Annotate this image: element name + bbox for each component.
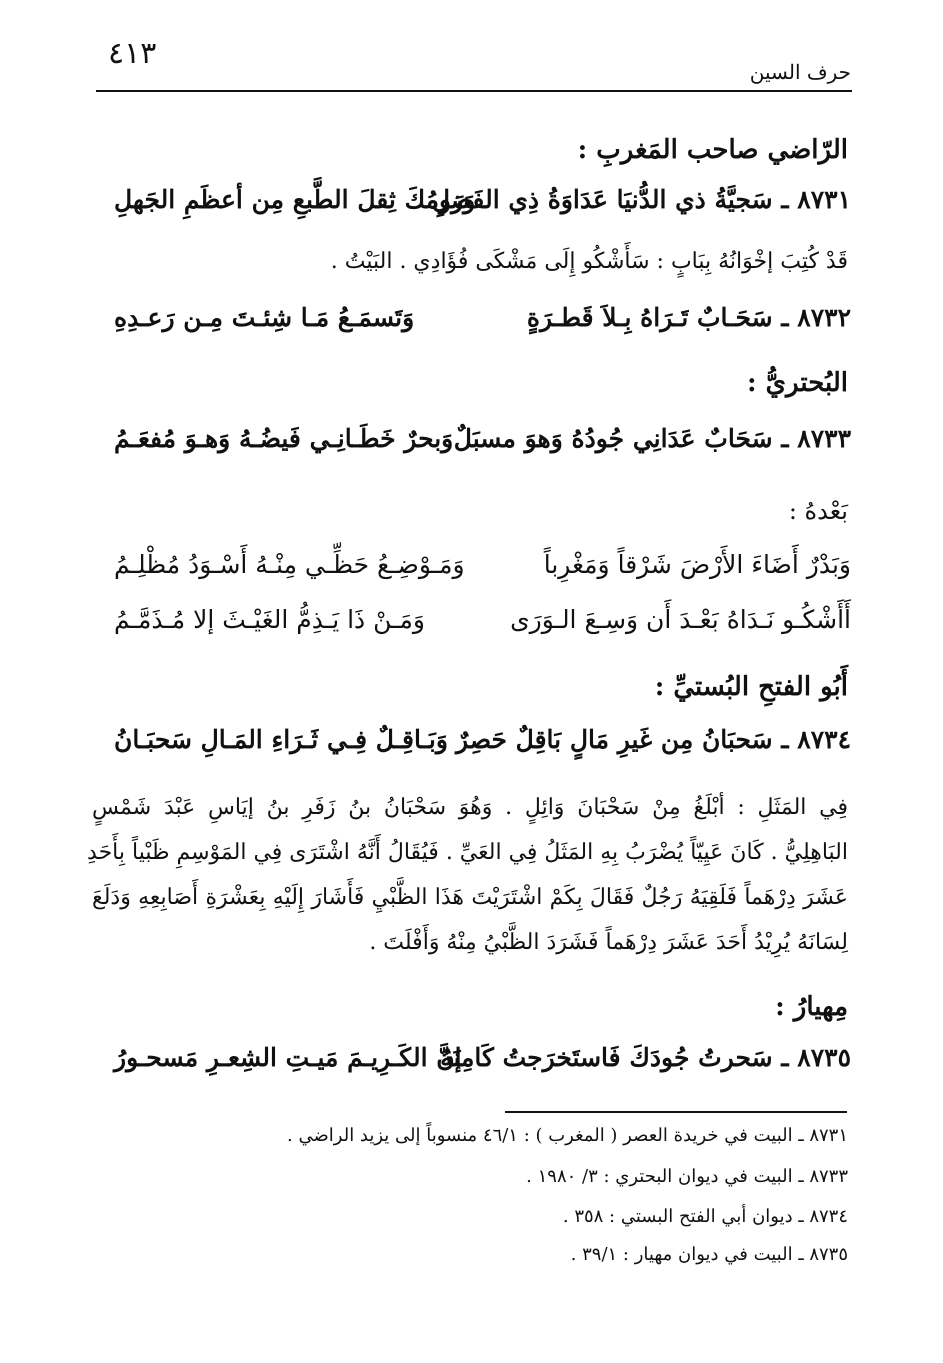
first-hemistich: ٨٧٣٤ ـ سَحبَانُ مِن غَيرِ مَالٍ بَاقِلٌ حَصِرٌ	[456, 725, 851, 754]
paragraph-line: البَاهِلِيُّ . كَانَ عَيِيّاً يُضْرَبُ بِهِ المَثَلُ فِي العَيِّ . فَيُقَالُ أَنَّهُ اشْتَرَى فِي المَوْسِمِ ظَبْياً بِأَحَدِ	[87, 840, 848, 865]
footnote-8733: ٨٧٣٣ ـ البيت في ديوان البحتري : ٣/ ١٩٨٠ .	[526, 1166, 848, 1187]
first-hemistich: ٨٧٣٢ ـ سَحَـابٌ تَـرَاهُ بِـلاَ قَطـرَةٍ	[526, 303, 851, 332]
commentary-paragraph	[87, 785, 848, 965]
attribution-al-radi: الرّاضي صاحب المَغربِ :	[577, 135, 848, 165]
second-hemistich: إنَّ الكَـرِيـمَ مَيـتِ الشِعـرِ مَسحـورُ	[114, 1043, 462, 1072]
first-hemistich: ٨٧٣١ ـ سَجيَّةُ ذي الدُّنيَا عَدَاوَةُ ذِي الفَضلِ	[431, 185, 851, 214]
verse-8733	[96, 424, 851, 474]
page-number: ٤١٣	[108, 36, 157, 71]
attribution-after-it: بَعْدهُ :	[788, 497, 848, 525]
second-hemistich: وَمَـنْ ذَا يَـذِمُّ الغَيْـثَ إلا مُـذَمَّـمُ	[114, 605, 425, 634]
second-hemistich: وَبَـاقِـلٌ فِـي ثَـرَاءِ المَـالِ سَحبَـانُ	[114, 725, 448, 754]
running-head: حرف السين	[749, 60, 851, 84]
attribution-abu-al-fath: أَبُو الفتحِ البُستيِّ :	[654, 672, 848, 702]
attribution-al-buhturi: البُحتريُّ :	[747, 368, 848, 398]
footnote-8734: ٨٧٣٤ ـ ديوان أبي الفتح البستي : ٣٥٨ .	[562, 1206, 848, 1227]
first-hemistich: ٨٧٣٥ ـ سَحرتُ جُودَكَ فَاستَخرَجتُ كَامِنَهُ	[440, 1043, 851, 1072]
verse-8734	[96, 725, 851, 775]
verse-8735	[96, 1043, 851, 1093]
second-hemistich: وَمَـوْضِـعُ حَظِّـي مِنْـهُ أَسْـوَدُ مُظْلِـمُ	[114, 550, 465, 579]
second-hemistich: وَتَسمَـعُ مَـا شِئـتَ مِـن رَعـدِهِ	[114, 303, 415, 332]
first-hemistich: وَبَدْرٌ أَضَاءَ الأَرْضَ شَرْقاً وَمَغْرِباً	[543, 550, 851, 579]
footnote-8735: ٨٧٣٥ ـ البيت في ديوان مهيار : ٣٩/١ .	[570, 1244, 848, 1265]
prose-note: قَدْ كُتِبَ إخْوَانُهُ بِبَابٍ : سَأَشْكُو إِلَى مَشْكَى فُؤَادِي . البَيْتُ .	[330, 249, 848, 274]
paragraph-line: لِسَانَهُ يُرِيْدُ أَحَدَ عَشَرَ دِرْهَماً فَشَرَدَ الظَّبْيُ مِنْهُ وَأَفْلَتَ .	[369, 930, 848, 955]
paragraph-line: عَشَرَ دِرْهَماً فَلَقِيَهُ رَجُلٌ فَقَالَ بِكَمْ اشْتَرَيْتَ هَذَا الظَّبْيِ فَأَشَارَ إِلَيْهِ بِعَشْرَةِ أَصَابِعِهِ وَدَلَعَ	[92, 885, 848, 910]
paragraph-line: فِي المَثَلِ : أبْلَغُ مِنْ سَحْبَانَ وَائِلٍ . وَهُوَ سَحْبَانُ بنُ زَفَرِ بنُ إيَاسِ عَبْدَ شَمْسٍ	[92, 795, 848, 820]
footnote-8731: ٨٧٣١ ـ البيت في خريدة العصر ( المغرب ) : ٤٦/١ منسوباً إلى يزيد الراضي .	[287, 1125, 848, 1146]
verse-continuation-1	[96, 550, 851, 600]
footnote-rule	[505, 1111, 847, 1113]
verse-8732	[96, 303, 851, 353]
verse-continuation-2	[96, 605, 851, 655]
first-hemistich: أَأَشْكُـو نَـدَاهُ بَعْـدَ أَن وَسِـعَ الـوَرَى	[510, 605, 851, 634]
second-hemistich: وَرَومُكَ ثِقلَ الطَّبعِ مِن أعظَمِ الجَهلِ	[114, 185, 476, 214]
second-hemistich: وَبحرٌ خَطَـانِـي فَيضُـهُ وَهـوَ مُفعَـمُ	[114, 424, 454, 453]
verse-8731	[96, 185, 851, 235]
header-rule	[96, 90, 852, 92]
attribution-mihyar: مِهيارُ :	[775, 992, 848, 1022]
first-hemistich: ٨٧٣٣ ـ سَحَابٌ عَدَانِي جُودُهُ وَهوَ مسبَلٌ	[453, 424, 851, 453]
